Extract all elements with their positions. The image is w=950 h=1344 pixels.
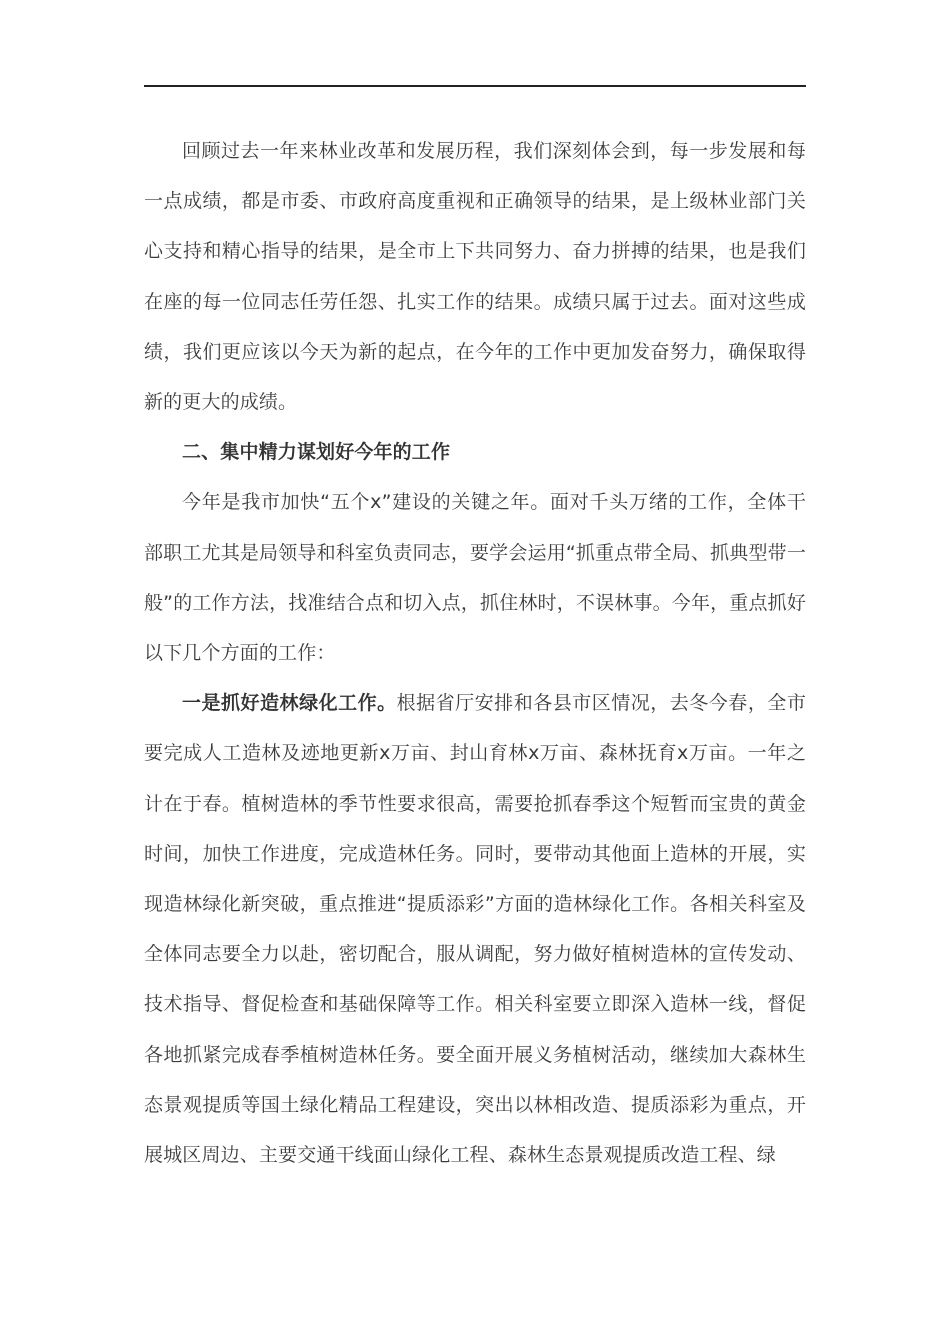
header-rule (144, 85, 806, 87)
document-body (144, 126, 806, 1180)
paragraph-intro: 今年是我市加快“五个x”建设的关键之年。面对千头万绪的工作，全体干部职工尤其是局领导和科室负责同志，要学会运用“抓重点带全局、抓典型带一般”的工作方法，找准结合点和切入点，抓住林时，不误林事。今年，重点抓好以下几个方面的工作： (144, 491, 806, 665)
paragraph-review: 回顾过去一年来林业改革和发展历程，我们深刻体会到，每一步发展和每一点成绩，都是市委、市政府高度重视和正确领导的结果，是上级林业部门关心支持和精心指导的结果，是全市上下共同努力、奋力拼搏的结果，也是我们在座的每一位同志任劳任怨、扎实工作的结果。成绩只属于过去。面对这些成绩，我们更应该以今天为新的起点，在今年的工作中更加发奋努力，确保取得新的更大的成绩。 (144, 140, 806, 414)
section-heading: 二、集中精力谋划好今年的工作 (182, 441, 451, 464)
paragraph-afforestation (144, 678, 806, 1180)
paragraph-body: 根据省厅安排和各县市区情况，去冬今春，全市要完成人工造林及迹地更新x万亩、封山育林x万亩、森林抚育x万亩。一年之计在于春。植树造林的季节性要求很高，需要抢抓春季这个短暂而宝贵的黄金时间，加快工作进度，完成造林任务。同时，要带动其他面上造林的开展，实现造林绿化新突破，重点推进“提质添彩”方面的造林绿化工作。各相关科室及全体同志要全力以赴，密切配合，服从调配，努力做好植树造林的宣传发动、技术指导、督促检查和基础保障等工作。相关科室要立即深入造林一线，督促各地抓紧完成春季植树造林任务。要全面开展义务植树活动，继续加大森林生态景观提质等国土绿化精品工程建设，突出以林相改造、提质添彩为重点，开展城区周边、主要交通干线面山绿化工程、森林生态景观提质改造工程、绿 (144, 692, 806, 1167)
paragraph-lead: 一是抓好造林绿化工作。 (182, 692, 397, 715)
